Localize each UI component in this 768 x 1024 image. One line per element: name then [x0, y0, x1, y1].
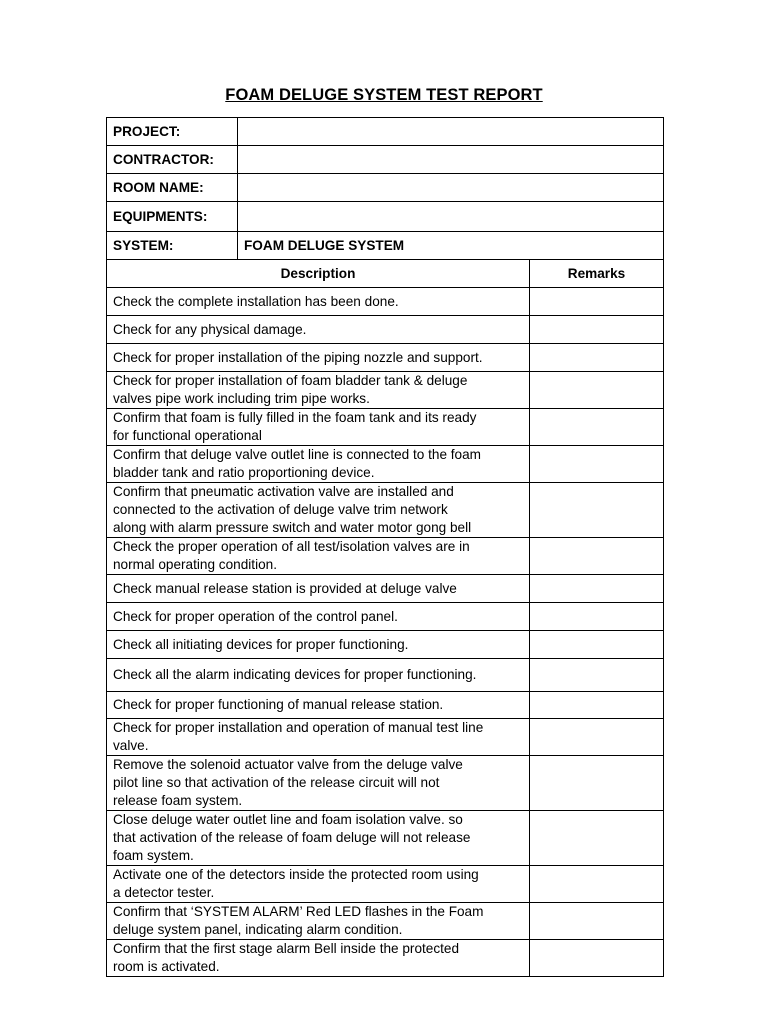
- remarks-cell: [530, 316, 664, 344]
- column-header-remarks: Remarks: [530, 260, 664, 288]
- checklist-row: [107, 409, 664, 446]
- remarks-cell: [530, 575, 664, 603]
- checklist-description: [107, 603, 530, 631]
- remarks-cell: [530, 692, 664, 719]
- checklist-row: [107, 316, 664, 344]
- remarks-cell: [530, 288, 664, 316]
- description-line: Confirm that ‘SYSTEM ALARM’ Red LED flashes in the Foam: [113, 904, 484, 919]
- description-line: Close deluge water outlet line and foam isolation valve. so: [113, 812, 463, 827]
- field-label: CONTRACTOR:: [107, 146, 238, 174]
- remarks-cell: [530, 756, 664, 811]
- remarks-cell: [530, 631, 664, 659]
- remarks-cell: [530, 866, 664, 903]
- remarks-cell: [530, 659, 664, 692]
- checklist-row: [107, 603, 664, 631]
- remarks-cell: [530, 940, 664, 977]
- checklist-row: [107, 719, 664, 756]
- checklist-row: [107, 756, 664, 811]
- remarks-cell: [530, 372, 664, 409]
- checklist-description: [107, 719, 530, 756]
- checklist-row: [107, 575, 664, 603]
- description-line: along with alarm pressure switch and water motor gong bell: [113, 520, 472, 535]
- description-line: for functional operational: [113, 428, 262, 443]
- remarks-cell: [530, 409, 664, 446]
- description-line: bladder tank and ratio proportioning device.: [113, 465, 375, 480]
- description-line: room is activated.: [113, 959, 220, 974]
- remarks-cell: [530, 538, 664, 575]
- description-line: Check all initiating devices for proper functioning.: [113, 636, 409, 652]
- description-line: Check manual release station is provided at deluge valve: [113, 580, 457, 596]
- checklist-row: [107, 659, 664, 692]
- description-line: Confirm that foam is fully filled in the foam tank and its ready: [113, 410, 477, 425]
- checklist-row: [107, 538, 664, 575]
- page-title: FOAM DELUGE SYSTEM TEST REPORT: [225, 86, 543, 104]
- description-line: foam system.: [113, 848, 194, 863]
- description-line: pilot line so that activation of the release circuit will not: [113, 775, 440, 790]
- description-line: normal operating condition.: [113, 557, 277, 572]
- header-field-row: [107, 118, 664, 146]
- description-line: deluge system panel, indicating alarm condition.: [113, 922, 403, 937]
- description-line: Check for proper functioning of manual release station.: [113, 697, 444, 712]
- description-line: valves pipe work including trim pipe works.: [113, 391, 370, 406]
- remarks-cell: [530, 903, 664, 940]
- description-line: Check for proper installation of foam bladder tank & deluge: [113, 373, 468, 388]
- test-report-table: [106, 117, 664, 977]
- checklist-description: [107, 659, 530, 692]
- description-line: release foam system.: [113, 793, 243, 808]
- description-line: Activate one of the detectors inside the protected room using: [113, 867, 479, 882]
- description-line: that activation of the release of foam deluge will not release: [113, 830, 471, 845]
- checklist-row: [107, 940, 664, 977]
- description-line: valve.: [113, 738, 149, 753]
- remarks-cell: [530, 344, 664, 372]
- checklist-description: [107, 940, 530, 977]
- checklist-row: [107, 446, 664, 483]
- checklist-description: [107, 692, 530, 719]
- checklist-description: [107, 409, 530, 446]
- checklist-row: [107, 903, 664, 940]
- remarks-cell: [530, 719, 664, 756]
- checklist-row: [107, 631, 664, 659]
- description-line: Confirm that deluge valve outlet line is connected to the foam: [113, 447, 482, 462]
- checklist-description: [107, 866, 530, 903]
- checklist-description: [107, 372, 530, 409]
- description-line: Check for proper operation of the control panel.: [113, 608, 398, 624]
- checklist-row: [107, 288, 664, 316]
- description-line: Check all the alarm indicating devices for proper functioning.: [113, 667, 477, 682]
- header-field-row: [107, 146, 664, 174]
- checklist-row: [107, 344, 664, 372]
- checklist-description: [107, 288, 530, 316]
- description-line: a detector tester.: [113, 885, 215, 900]
- checklist-description: [107, 538, 530, 575]
- field-label: ROOM NAME:: [107, 174, 238, 202]
- checklist-description: [107, 903, 530, 940]
- field-value: [238, 174, 664, 202]
- checklist-description: [107, 756, 530, 811]
- checklist-description: [107, 811, 530, 866]
- field-label: SYSTEM:: [107, 232, 238, 260]
- checklist-row: [107, 692, 664, 719]
- description-line: Check for proper installation and operation of manual test line: [113, 720, 484, 735]
- description-line: connected to the activation of deluge valve trim network: [113, 502, 448, 517]
- header-field-row: [107, 202, 664, 232]
- remarks-cell: [530, 483, 664, 538]
- checklist-description: [107, 631, 530, 659]
- header-field-row: [107, 232, 664, 260]
- field-label: PROJECT:: [107, 118, 238, 146]
- checklist-description: [107, 446, 530, 483]
- field-value: [238, 202, 664, 232]
- checklist-description: [107, 316, 530, 344]
- checklist-header-row: [107, 260, 664, 288]
- description-line: Confirm that pneumatic activation valve are installed and: [113, 484, 454, 499]
- description-line: Confirm that the first stage alarm Bell inside the protected: [113, 941, 460, 956]
- description-line: Check the proper operation of all test/isolation valves are in: [113, 539, 470, 554]
- description-line: Remove the solenoid actuator valve from the deluge valve: [113, 757, 463, 772]
- checklist-row: [107, 483, 664, 538]
- remarks-cell: [530, 603, 664, 631]
- remarks-cell: [530, 446, 664, 483]
- header-field-row: [107, 174, 664, 202]
- description-line: Check for any physical damage.: [113, 321, 307, 337]
- checklist-description: [107, 483, 530, 538]
- field-value: [238, 118, 664, 146]
- field-value: FOAM DELUGE SYSTEM: [238, 232, 664, 260]
- remarks-cell: [530, 811, 664, 866]
- checklist-description: [107, 344, 530, 372]
- field-label: EQUIPMENTS:: [107, 202, 238, 232]
- field-value: [238, 146, 664, 174]
- checklist-row: [107, 811, 664, 866]
- column-header-description: Description: [107, 260, 530, 288]
- checklist-description: [107, 575, 530, 603]
- checklist-row: [107, 866, 664, 903]
- description-line: Check for proper installation of the piping nozzle and support.: [113, 349, 483, 365]
- description-line: Check the complete installation has been done.: [113, 293, 399, 309]
- checklist-row: [107, 372, 664, 409]
